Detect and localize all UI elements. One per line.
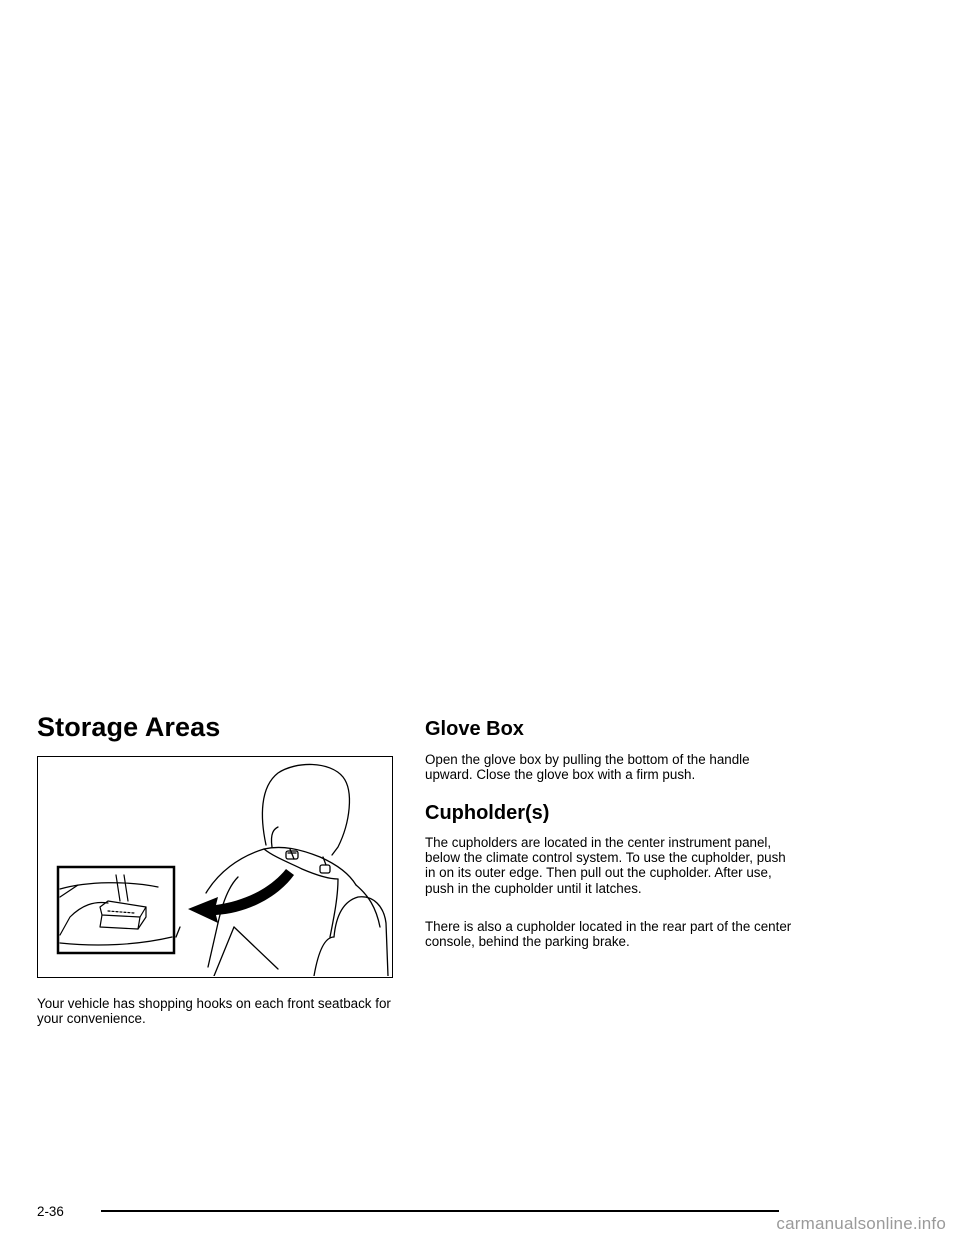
footer-divider	[101, 1210, 779, 1212]
cupholders-section	[425, 800, 549, 826]
glove-box-heading: Glove Box	[425, 718, 524, 740]
seatback-hook-drawing	[38, 757, 391, 976]
storage-areas-heading: Storage Areas	[37, 712, 221, 742]
watermark: carmanualsonline.info	[776, 1214, 946, 1233]
storage-caption: Your vehicle has shopping hooks on each front seatback for your convenience.	[37, 996, 391, 1027]
page-number: 2-36	[37, 1204, 64, 1219]
storage-section	[37, 710, 397, 744]
curved-arrow-icon	[188, 869, 294, 923]
cupholders-heading: Cupholder(s)	[425, 802, 550, 824]
cupholders-paragraph-1: The cupholders are located in the center instrument panel, below the climate control system. To use the cupholder, push in on its outer edge. Then pull out the cupholder. After use, push in the cupholder until it latches.	[425, 835, 786, 896]
cupholders-paragraph-2: There is also a cupholder located in the rear part of the center console, behind the parking brake.	[425, 919, 792, 950]
shopping-hook-illustration	[37, 756, 393, 978]
hook-detail-inset	[58, 867, 174, 953]
glove-box-text: Open the glove box by pulling the bottom of the handle upward. Close the glove box with a firm push.	[425, 752, 750, 783]
glove-box-section	[425, 716, 795, 742]
